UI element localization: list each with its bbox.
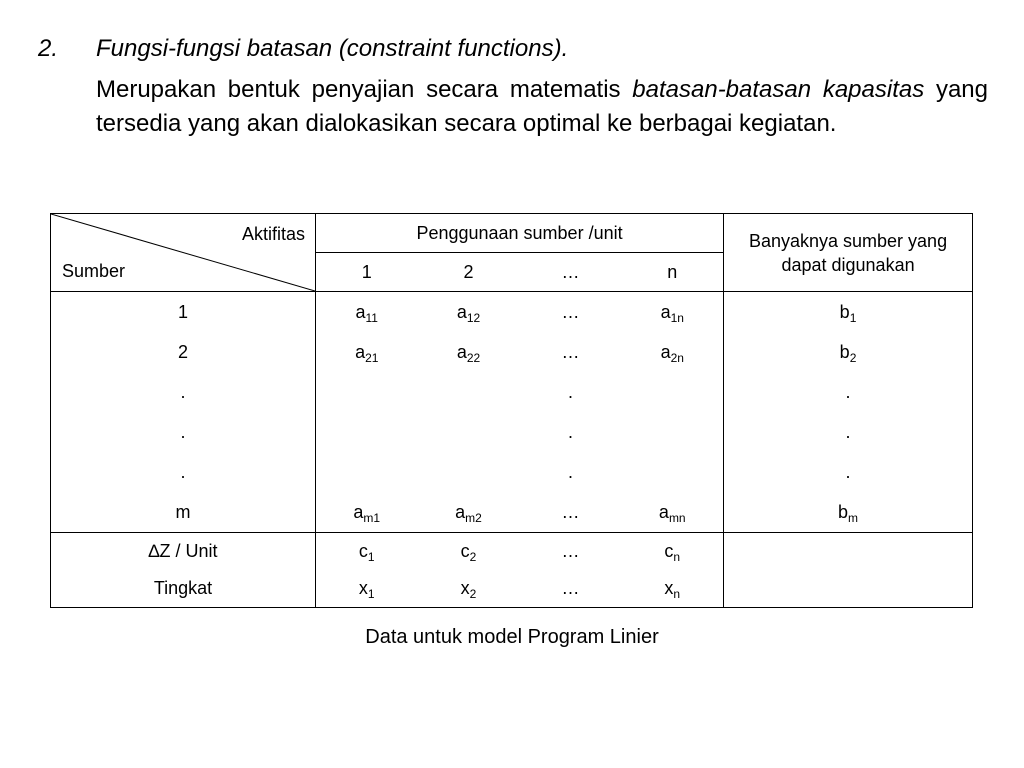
table-cell	[418, 412, 520, 452]
cell-symbol: x	[358, 578, 368, 598]
cell-subscript: 1n	[670, 310, 684, 325]
row-label: 2	[51, 332, 316, 372]
column-header-2: 2	[418, 253, 520, 292]
footer-cell	[316, 570, 418, 608]
footer-cell	[418, 533, 520, 571]
table-cell	[316, 332, 418, 372]
footer-cell	[622, 570, 724, 608]
cell-subscript: 12	[466, 310, 481, 325]
cell-subscript: 1	[367, 550, 375, 564]
table-cell	[520, 412, 622, 452]
table-caption: Data untuk model Program Linier	[365, 626, 659, 648]
table-row	[51, 332, 973, 372]
table-cell	[418, 372, 520, 412]
table-cell	[418, 292, 520, 333]
table-row	[51, 412, 973, 452]
cell-symbol: x	[664, 578, 674, 598]
cell-symbol: c	[358, 541, 368, 561]
cell-subscript: m1	[363, 510, 381, 525]
footer-cell	[418, 570, 520, 608]
table-cell	[418, 452, 520, 492]
table-cell	[520, 492, 622, 533]
cell-symbol: c	[664, 541, 674, 561]
cell-subscript: 2	[469, 550, 477, 564]
cell-subscript: m	[848, 510, 859, 525]
footer-label: Tingkat	[51, 570, 316, 608]
cell-symbol: a	[455, 501, 466, 522]
cell-subscript: mn	[668, 510, 686, 525]
column-header-3: …	[520, 253, 622, 292]
table-row	[51, 372, 973, 412]
table-cell	[316, 412, 418, 452]
table-cell	[622, 492, 724, 533]
footer-cell	[622, 533, 724, 571]
cell-subscript: m2	[465, 510, 482, 525]
table-row	[51, 492, 973, 533]
cell-symbol: .	[567, 381, 573, 402]
row-label: .	[51, 412, 316, 452]
footer-cell	[520, 533, 622, 571]
table-cell	[316, 452, 418, 492]
cell-symbol: …	[561, 541, 580, 561]
capacity-cell	[724, 372, 973, 412]
cell-subscript: 2n	[670, 350, 684, 365]
footer-cell	[316, 533, 418, 571]
cell-symbol: a	[660, 301, 671, 322]
paragraph-text-1: Merupakan bentuk penyajian secara matematis	[96, 76, 633, 103]
cell-subscript: 2	[469, 587, 477, 601]
lp-data-table	[50, 213, 973, 608]
cell-symbol: …	[561, 301, 580, 322]
cell-symbol: b	[838, 501, 849, 522]
source-header-label: Sumber	[62, 261, 126, 281]
cell-symbol: .	[567, 421, 573, 442]
capacity-cell	[724, 332, 973, 372]
table-cell	[520, 332, 622, 372]
cell-symbol: .	[567, 461, 573, 482]
cell-symbol: b	[839, 301, 850, 322]
row-label: m	[51, 492, 316, 533]
table-row	[51, 292, 973, 333]
cell-symbol: .	[845, 381, 851, 402]
table-cell	[316, 372, 418, 412]
cell-symbol: c	[460, 541, 470, 561]
cell-symbol: a	[355, 301, 366, 322]
paragraph-text-2: yang tersedia yang akan dialokasikan secara optimal ke berbagai kegiatan.	[96, 76, 988, 137]
cell-subscript: 11	[365, 310, 378, 325]
cell-symbol: .	[845, 461, 851, 482]
cell-symbol: …	[561, 341, 580, 362]
cell-symbol: x	[460, 578, 470, 598]
usage-header: Penggunaan sumber /unit	[316, 214, 724, 253]
cell-symbol: a	[456, 301, 467, 322]
cell-subscript: 2	[849, 350, 857, 365]
table-cell	[622, 292, 724, 333]
footer-row	[51, 570, 973, 608]
footer-empty-cell	[724, 570, 973, 608]
capacity-cell	[724, 412, 973, 452]
table-cell	[316, 292, 418, 333]
activity-header-label: Aktifitas	[241, 224, 305, 244]
column-header-1: 1	[316, 253, 418, 292]
diagonal-header-cell	[51, 214, 316, 292]
column-header-n: n	[622, 253, 724, 292]
table-cell	[316, 492, 418, 533]
row-label: .	[51, 452, 316, 492]
cell-subscript: 22	[466, 350, 481, 365]
paragraph-emphasis: batasan-batasan kapasitas	[632, 76, 925, 103]
capacity-header: Banyaknya sumber yang dapat digunakan	[724, 214, 973, 292]
capacity-cell	[724, 492, 973, 533]
capacity-cell	[724, 452, 973, 492]
cell-symbol: …	[561, 501, 580, 522]
cell-symbol: a	[658, 501, 669, 522]
table-cell	[622, 372, 724, 412]
table-cell	[520, 372, 622, 412]
row-label: 1	[51, 292, 316, 333]
section-number: 2.	[38, 35, 59, 62]
table-cell	[622, 332, 724, 372]
table-row	[51, 452, 973, 492]
cell-symbol: .	[845, 421, 851, 442]
table-cell	[418, 492, 520, 533]
footer-empty-cell	[724, 533, 973, 571]
row-label: .	[51, 372, 316, 412]
footer-label: ∆Z / Unit	[51, 533, 316, 571]
cell-symbol: …	[561, 578, 580, 598]
cell-subscript: 21	[365, 350, 379, 365]
footer-row	[51, 533, 973, 571]
table-cell	[520, 452, 622, 492]
cell-symbol: b	[839, 341, 850, 362]
cell-symbol: a	[353, 501, 364, 522]
section-title: Fungsi-fungsi batasan (constraint functions).	[96, 35, 569, 62]
capacity-cell	[724, 292, 973, 333]
table-cell	[622, 412, 724, 452]
footer-cell	[520, 570, 622, 608]
table-cell	[520, 292, 622, 333]
cell-subscript: 1	[367, 587, 375, 601]
cell-subscript: 1	[849, 310, 857, 325]
table-cell	[418, 332, 520, 372]
description-paragraph	[96, 73, 988, 141]
cell-symbol: a	[456, 341, 467, 362]
cell-symbol: a	[355, 341, 366, 362]
section-heading	[38, 34, 568, 64]
cell-symbol: a	[660, 341, 671, 362]
table-cell	[622, 452, 724, 492]
cell-subscript: n	[673, 587, 681, 601]
cell-subscript: n	[673, 550, 681, 564]
